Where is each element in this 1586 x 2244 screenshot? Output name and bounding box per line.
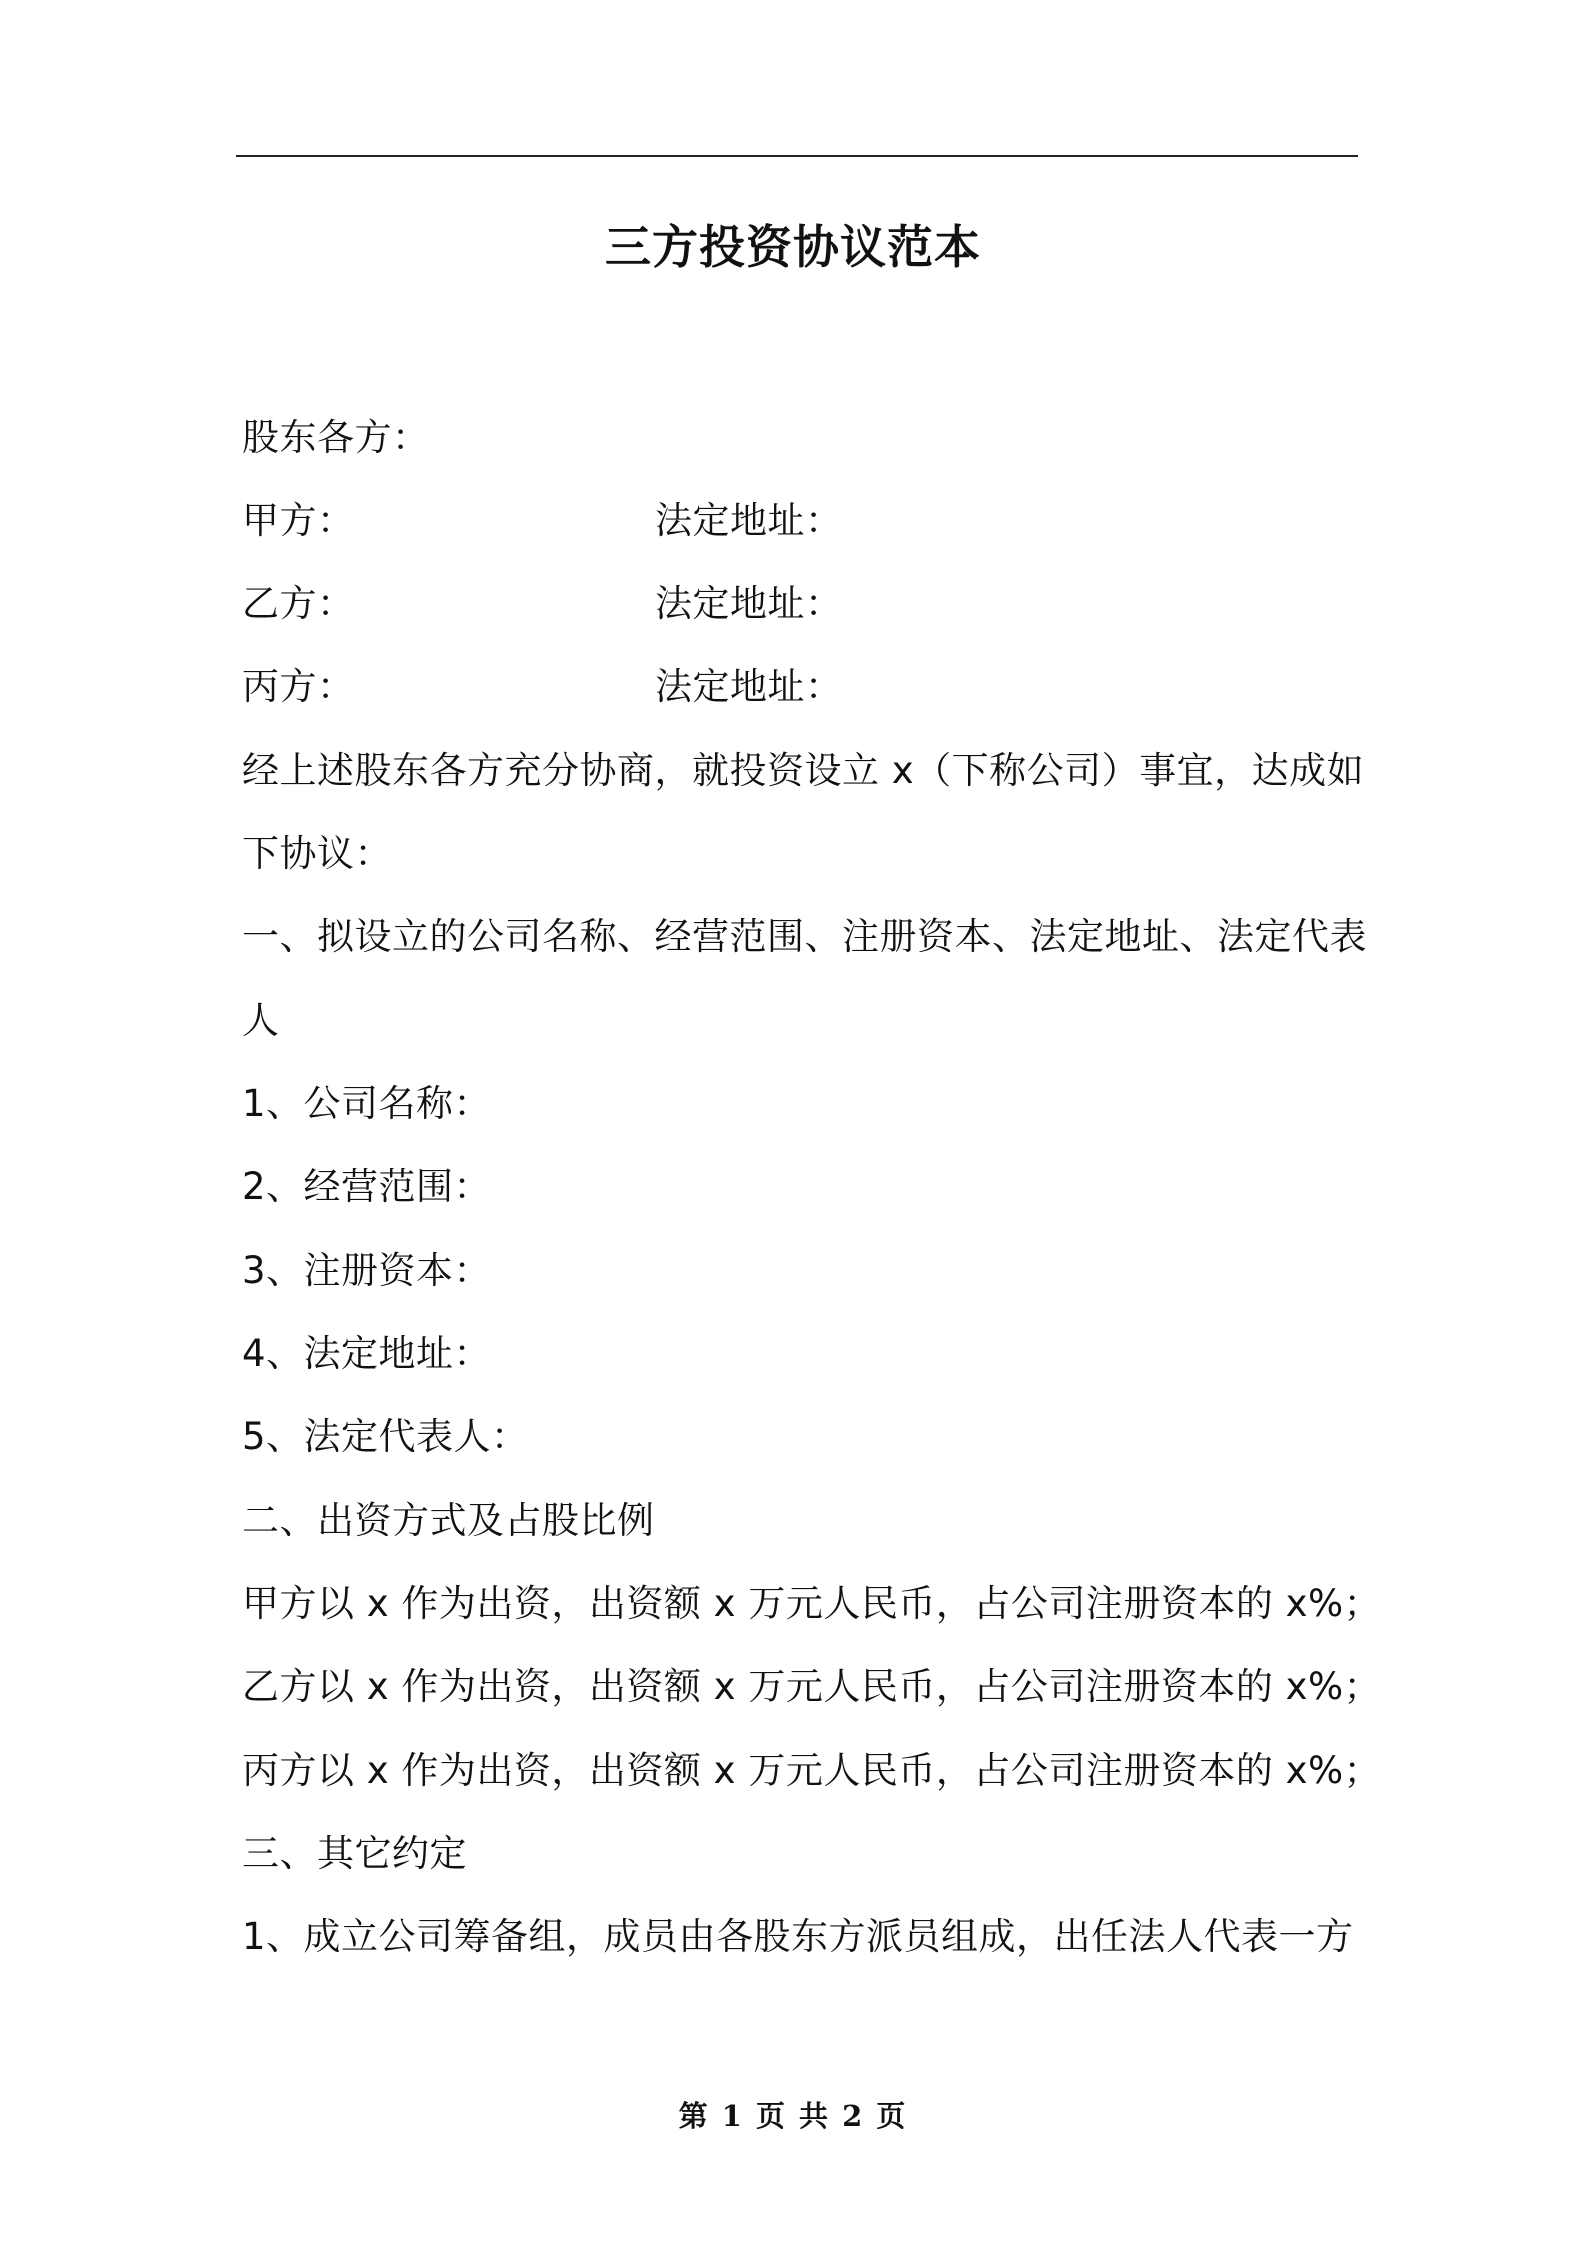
shareholders-label: 股东各方： — [242, 416, 430, 459]
intro-line: 经上述股东各方充分协商，就投资设立 x（下称公司）事宜，达成如 — [242, 749, 1365, 792]
section-3-heading: 三、其它约定 — [242, 1832, 467, 1875]
section-3-line: 1、成立公司筹备组，成员由各股东方派员组成，出任法人代表一方 — [242, 1915, 1354, 1958]
party-a-label: 甲方： — [242, 499, 355, 542]
section-1-heading: 人 — [242, 999, 280, 1042]
party-c-address-label: 法定地址： — [655, 665, 843, 708]
section-1-heading: 一、拟设立的公司名称、经营范围、注册资本、法定地址、法定代表 — [242, 915, 1367, 958]
party-b-address-label: 法定地址： — [655, 582, 843, 625]
section-1-item: 2、经营范围： — [242, 1165, 492, 1208]
section-2-heading: 二、出资方式及占股比例 — [242, 1499, 655, 1542]
document-title: 三方投资协议范本 — [605, 220, 981, 274]
intro-line: 下协议： — [242, 832, 392, 875]
party-a-address-label: 法定地址： — [655, 499, 843, 542]
page-footer: 第 1 页 共 2 页 — [678, 2099, 908, 2133]
section-1-item: 5、法定代表人： — [242, 1415, 529, 1458]
contribution-line: 乙方以 x 作为出资，出资额 x 万元人民币，占公司注册资本的 x%； — [242, 1665, 1382, 1708]
section-1-item: 1、公司名称： — [242, 1082, 492, 1125]
party-c-label: 丙方： — [242, 665, 355, 708]
section-1-item: 4、法定地址： — [242, 1332, 492, 1375]
contribution-line: 丙方以 x 作为出资，出资额 x 万元人民币，占公司注册资本的 x%； — [242, 1749, 1382, 1792]
party-b-label: 乙方： — [242, 582, 355, 625]
contribution-line: 甲方以 x 作为出资，出资额 x 万元人民币，占公司注册资本的 x%； — [242, 1582, 1382, 1625]
header-rule — [236, 155, 1358, 157]
section-1-item: 3、注册资本： — [242, 1249, 492, 1292]
